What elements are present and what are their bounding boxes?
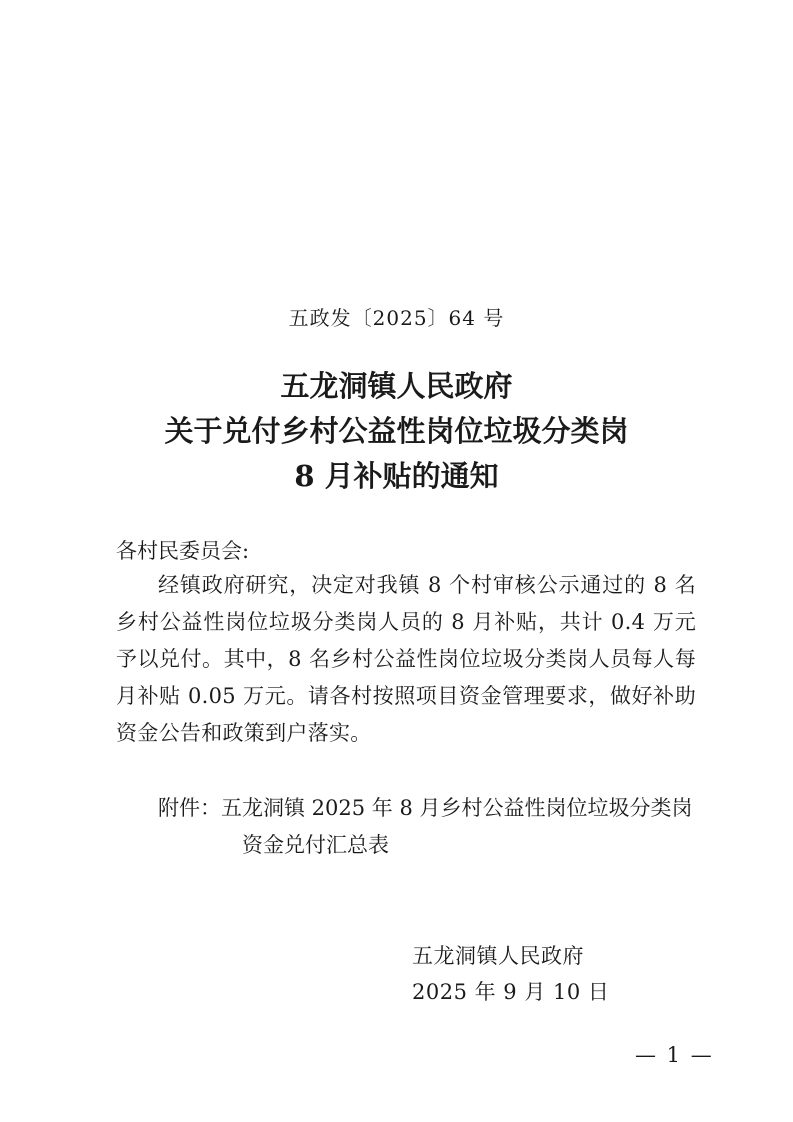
attachment-note (158, 790, 693, 864)
title-line-3: 8 月补贴的通知 (294, 459, 499, 493)
body-paragraph: 经镇政府研究，决定对我镇 8 个村审核公示通过的 8 名乡村公益性岗位垃圾分类岗人员的 8 月补贴，共计 0.4 万元予以兑付。其中，8 名乡村公益性岗位垃圾分类岗人员每人每月补贴 0.05 万元。请各村按照项目资金管理要求，做好补助资金公告和政策到户落实。 (116, 573, 696, 745)
title-line-2: 关于兑付乡村公益性岗位垃圾分类岗 (164, 414, 629, 448)
document-number: 五政发〔2025〕64 号 (288, 306, 505, 330)
title-line-1: 五龙洞镇人民政府 (280, 369, 513, 403)
attachment-line-1: 附件：五龙洞镇 2025 年 8 月乡村公益性岗位垃圾分类岗 (158, 796, 693, 820)
issuer-name: 五龙洞镇人民政府 (412, 944, 584, 968)
page-number: — 1 — (635, 1043, 714, 1067)
attachment-line-2: 资金兑付汇总表 (242, 833, 389, 857)
issue-date: 2025 年 9 月 10 日 (412, 980, 610, 1004)
salutation: 各村民委员会: (116, 539, 250, 563)
signature-block (412, 938, 609, 1010)
